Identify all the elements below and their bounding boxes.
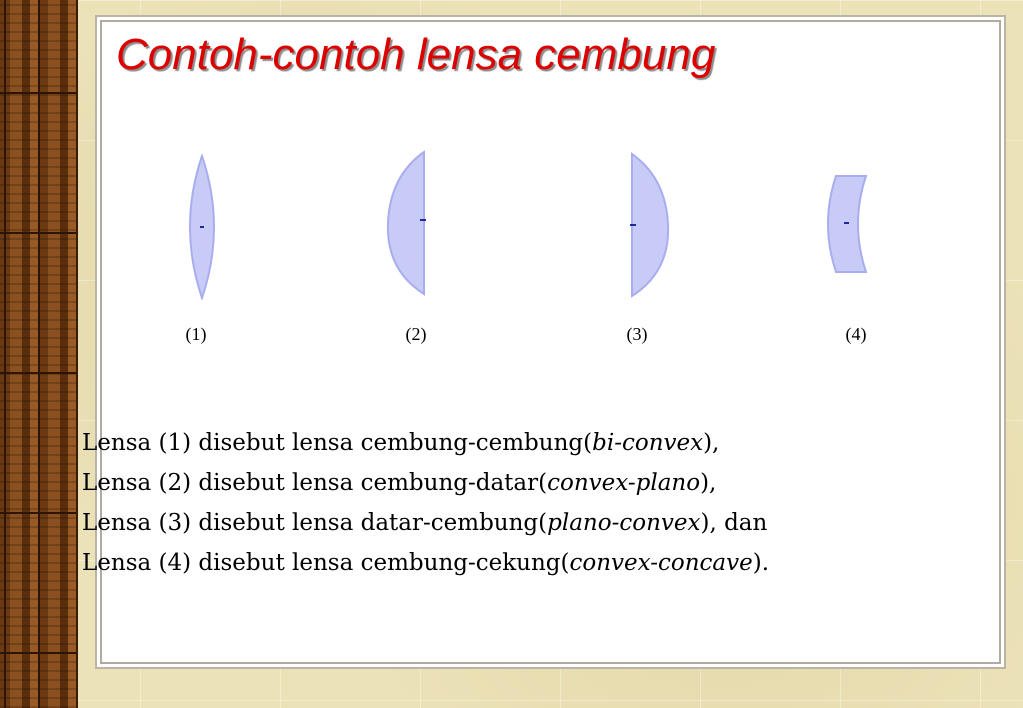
wood-rule (0, 372, 76, 374)
description-term: plano-convex (547, 510, 701, 536)
description-line-2 (82, 463, 992, 503)
wood-rule (0, 92, 76, 94)
wood-border-decoration (0, 0, 78, 708)
description-text: Lensa (2) disebut lensa cembung-datar( (82, 470, 548, 496)
lens-3-label: (3) (626, 324, 648, 344)
lens-2-convex-plano (384, 150, 430, 296)
lens-2-label: (2) (405, 324, 427, 344)
description-text: Lensa (4) disebut lensa cembung-cekung( (82, 550, 570, 576)
description-line-4 (82, 543, 992, 583)
description-suffix: ), (703, 430, 720, 456)
slide-title: Contoh-contoh lensa cembung (116, 30, 716, 79)
description-text: Lensa (3) disebut lensa datar-cembung( (82, 510, 548, 536)
lens-1-label: (1) (185, 324, 207, 344)
wood-rule (0, 232, 76, 234)
description-line-1 (82, 423, 992, 463)
description-text: Lensa (1) disebut lensa cembung-cembung( (82, 430, 593, 456)
description-suffix: ), (700, 470, 717, 496)
wood-rule (0, 652, 76, 654)
lens-1-bi-convex (176, 154, 228, 300)
description-term: convex-plano (547, 470, 701, 496)
wood-rule (0, 512, 76, 514)
lens-3-plano-convex (628, 152, 674, 298)
lens-4-label: (4) (845, 324, 867, 344)
description-line-3 (82, 503, 992, 543)
lens-description-list (82, 423, 992, 583)
lens-4-convex-concave (822, 174, 870, 274)
description-suffix: ). (752, 550, 770, 576)
description-term: convex-concave (569, 550, 753, 576)
description-suffix: ), dan (700, 510, 768, 536)
description-term: bi-convex (592, 430, 704, 456)
